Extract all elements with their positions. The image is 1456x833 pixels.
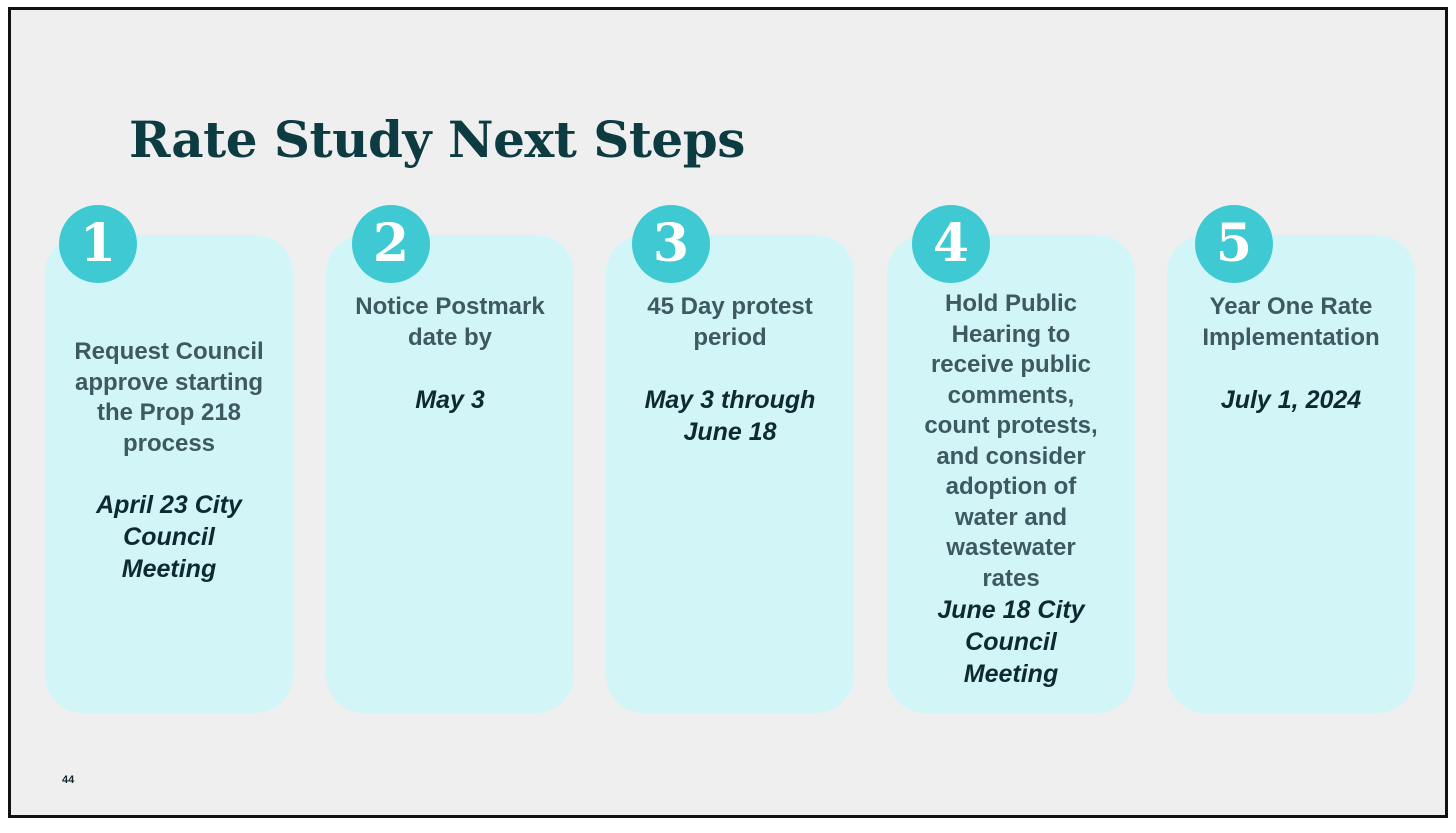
step-3-date (616, 384, 844, 448)
step-4-description-line: wastewater (946, 534, 1076, 561)
slide-title: Rate Study Next Steps (129, 110, 745, 169)
step-2-number-badge: 2 (352, 205, 430, 283)
step-1-date (55, 489, 283, 585)
step-1-description-line: approve starting (74, 368, 264, 396)
step-4-description-line: rates (982, 564, 1040, 592)
step-5-date (1177, 384, 1405, 416)
step-4-description-line: adoption of (945, 473, 1077, 500)
step-4-description-line: receive public (930, 351, 1092, 378)
step-4-description-line: count protests, (924, 412, 1098, 439)
step-4-date-line: Meeting (963, 660, 1059, 688)
step-4-description-line: water and (954, 503, 1068, 531)
step-1-date-line: Meeting (121, 555, 217, 583)
step-4-date (897, 594, 1125, 690)
step-5-description-line: Year One Rate (1209, 293, 1373, 320)
step-card-2 (326, 235, 574, 713)
step-card-5 (1167, 235, 1415, 713)
step-5-date-line: July 1, 2024 (1220, 386, 1362, 414)
step-3-description (616, 292, 844, 353)
step-1-description-line: process (122, 429, 216, 457)
step-card-1 (45, 235, 293, 713)
step-4-description (897, 289, 1125, 594)
step-2-description (336, 292, 564, 353)
step-3-number-badge: 3 (632, 205, 710, 283)
step-3-description-line: period (693, 323, 767, 351)
step-4-description-line: Hearing to (951, 320, 1071, 348)
step-3-description-line: 45 Day protest (647, 293, 813, 320)
step-1-number-badge: 1 (59, 205, 137, 283)
step-4-date-line: Council (965, 628, 1057, 656)
page-number: 44 (62, 774, 75, 786)
step-4-description-line: and consider (936, 442, 1086, 470)
step-4-description-line: Hold Public (945, 290, 1077, 317)
step-2-description-line: Notice Postmark (355, 293, 545, 320)
step-5-number-badge: 5 (1195, 205, 1273, 283)
step-5-description (1177, 292, 1405, 353)
slide (8, 7, 1448, 818)
step-card-3 (606, 235, 854, 713)
step-1-description (55, 337, 283, 459)
step-2-date-line: May 3 (415, 386, 485, 414)
step-4-date-line: June 18 City (937, 596, 1085, 624)
step-5-description-line: Implementation (1202, 323, 1380, 351)
step-1-description-line: Request Council (74, 338, 264, 365)
step-3-date-line: June 18 (683, 418, 777, 446)
step-3-date-line: May 3 through (644, 386, 816, 414)
step-1-date-line: April 23 City (96, 491, 242, 519)
step-2-description-line: date by (407, 323, 493, 351)
step-1-description-line: the Prop 218 (96, 399, 242, 426)
step-1-date-line: Council (123, 523, 215, 551)
step-4-number-badge: 4 (912, 205, 990, 283)
step-4-description-line: comments, (947, 381, 1075, 409)
step-card-4 (887, 235, 1135, 713)
step-2-date (336, 384, 564, 416)
